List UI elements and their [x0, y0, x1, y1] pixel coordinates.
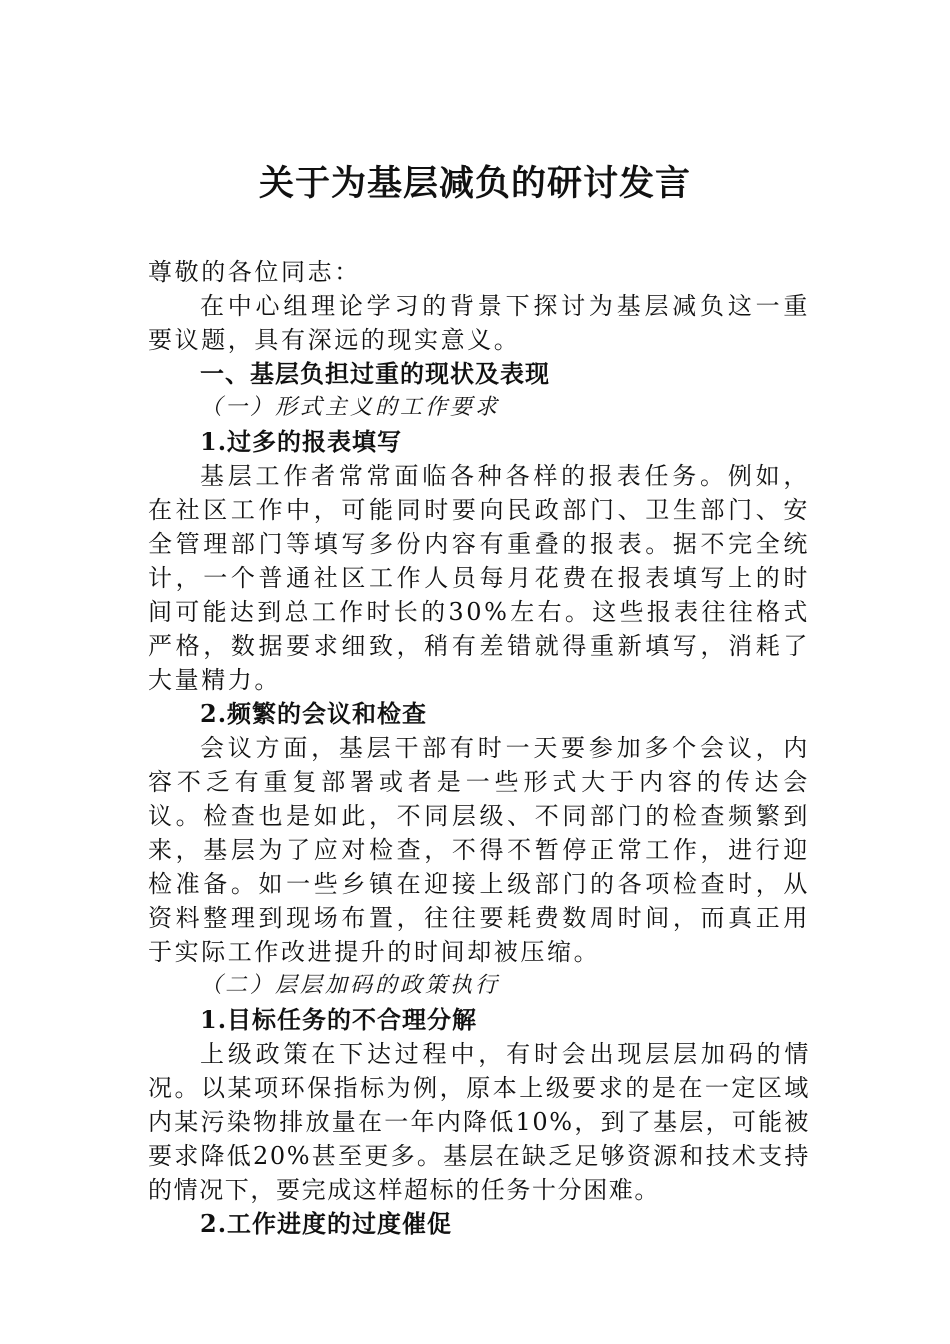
- section-heading-1: 一、基层负担过重的现状及表现: [200, 359, 550, 388]
- subsection-heading-2: （二）层层加码的政策执行: [200, 973, 501, 998]
- salutation: 尊敬的各位同志：: [148, 258, 361, 286]
- item-paragraph-2: 会议方面，基层干部有时一天要参加多个会议，内容不乏有重复部署或者是一些形式大于内容的传达会议。检查也是如此，不同层级、不同部门的检查频繁到来，基层为了应对检查，不得不暂停正常工作，进行迎检准备。如一些乡镇在迎接上级部门的各项检查时，从资料整理到现场布置，往往要耗费数周时间，而真正用于实际工作改进提升的时间却被压缩。: [148, 734, 810, 966]
- subsection-heading-1: （一）形式主义的工作要求: [200, 395, 501, 420]
- item-heading-4: 2.工作进度的过度催促: [200, 1209, 453, 1238]
- document-title: 关于为基层减负的研讨发言: [258, 163, 691, 204]
- item-heading-1: 1.过多的报表填写: [200, 427, 403, 456]
- intro-paragraph: 在中心组理论学习的背景下探讨为基层减负这一重要议题，具有深远的现实意义。: [148, 292, 810, 354]
- document-body: [148, 255, 810, 1241]
- item-heading-3: 1.目标任务的不合理分解: [200, 1005, 478, 1034]
- item-paragraph-1: 基层工作者常常面临各种各样的报表任务。例如，在社区工作中，可能同时要向民政部门、卫生部门、安全管理部门等填写多份内容有重叠的报表。据不完全统计，一个普通社区工作人员每月花费在报表填写上的时间可能达到总工作时长的30%左右。这些报表往往格式严格，数据要求细致，稍有差错就得重新填写，消耗了大量精力。: [148, 462, 810, 694]
- item-heading-2: 2.频繁的会议和检查: [200, 699, 428, 728]
- item-paragraph-3: 上级政策在下达过程中，有时会出现层层加码的情况。以某项环保指标为例，原本上级要求的是在一定区域内某污染物排放量在一年内降低10%，到了基层，可能被要求降低20%甚至更多。基层在缺乏足够资源和技术支持的情况下，要完成这样超标的任务十分困难。: [148, 1040, 810, 1204]
